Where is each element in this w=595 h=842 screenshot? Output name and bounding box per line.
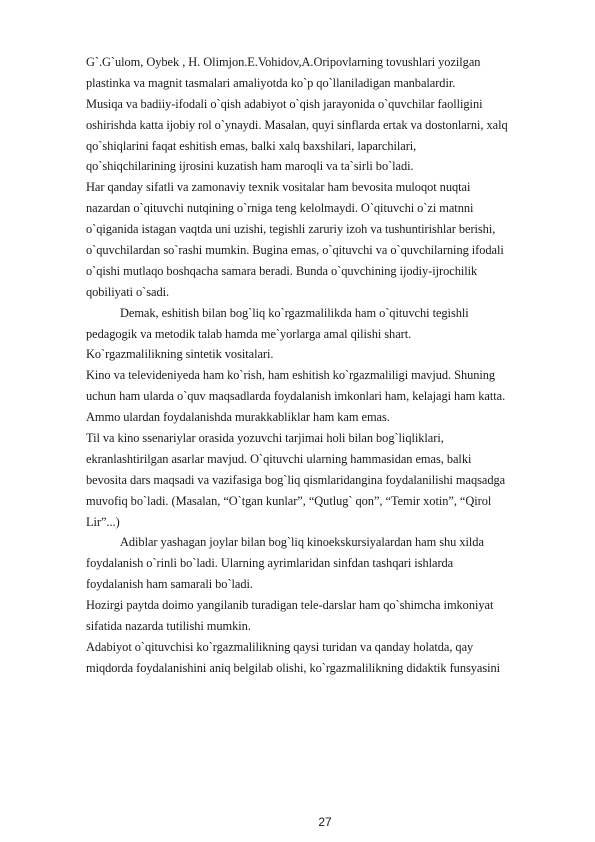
text-line: Kino va televideniyeda ham ko`rish, ham eshitish ko`rgazmaliligi mavjud. Shuning	[86, 368, 496, 383]
text-line: Musiqa va badiiy-ifodali o`qish adabiyot o`qish jarayonida o`quvchilar faolligini	[86, 96, 483, 111]
text-line-indented: Demak, eshitish bilan bog`liq ko`rgazmalilikda ham o`qituvchi tegishli	[120, 305, 469, 320]
text-line: miqdorda foydalanishini aniq belgilab olishi, ko`rgazmalilikning didaktik funsyasini	[86, 660, 501, 675]
text-line: uchun ham ularda o`quv maqsadlarda foydalanish imkonlari ham, kelajagi ham katta.	[86, 389, 506, 404]
text-line: Hozirgi paytda doimo yangilanib turadigan tele-darslar ham qo`shimcha imkoniyat	[86, 598, 494, 613]
text-line: ekranlashtirilgan asarlar mavjud. O`qituvchi ularning hammasidan emas, balki	[86, 451, 472, 466]
text-line: Adabiyot o`qituvchisi ko`rgazmalilikning qaysi turidan va qanday holatda, qay	[86, 639, 474, 654]
text-line: o`qishi mutlaqo boshqacha samara beradi. Bunda o`quvchining ijodiy-ijrochilik	[86, 263, 478, 278]
text-line-indented: Adiblar yashagan joylar bilan bog`liq kinoekskursiyalardan ham shu xilda	[120, 535, 484, 550]
text-line: qo`shiqchilarining ijrosini kuzatish ham maroqli va ta`sirli bo`ladi.	[86, 159, 414, 174]
text-line: pedagogik va metodik talab hamda me`yorlarga amal qilishi shart.	[86, 326, 412, 341]
section-heading: Ko`rgazmalilikning sintetik vositalari.	[86, 347, 274, 362]
text-line: qobiliyati o`sadi.	[86, 284, 170, 299]
text-line: nazardan o`qituvchi nutqining o`rniga teng kelolmaydi. O`qituvchi o`zi matnni	[86, 201, 474, 216]
text-line: G`.G`ulom, Oybek , H. Olimjon.E.Vohidov,A.Oripovlarning tovushlari yozilgan	[86, 55, 481, 69]
text-line: bevosita dars maqsadi va vazifasiga bog`liq qismlaridangina foydalanilishi maqsadga	[86, 472, 506, 487]
text-line: plastinka va magnit tasmalari amaliyotda ko`p qo`llaniladigan manbalardir.	[86, 75, 456, 90]
text-line: Lir”...)	[86, 514, 120, 529]
text-line: o`quvchilardan so`rashi mumkin. Bugina emas, o`qituvchi va o`quvchilarning ifodali	[86, 243, 504, 258]
text-line: Har qanday sifatli va zamonaviy texnik vositalar ham bevosita muloqot nuqtai	[86, 180, 471, 195]
text-line: qo`shiqlarini faqat eshitish emas, balki xalq baxshilari, laparchilari,	[86, 138, 417, 153]
text-line: sifatida nazarda tutilishi mumkin.	[86, 619, 251, 634]
page-number: 27	[318, 815, 332, 829]
body-text	[86, 52, 576, 679]
text-line: foydalanish ham samarali bo`ladi.	[86, 577, 253, 592]
text-line: o`qiganida istagan vaqtda uni uzishi, tegishli zaruriy izoh va tushuntirishlar berishi,	[86, 222, 496, 237]
text-line: Til va kino ssenariylar orasida yozuvchi tarjimai holi bilan bog`liqliklari,	[86, 431, 444, 446]
text-line: oshirishda katta ijobiy rol o`ynaydi. Masalan, quyi sinflarda ertak va dostonlarni, xalq	[86, 117, 508, 132]
text-line: muvofiq bo`ladi. (Masalan, “O`tgan kunlar”, “Qutlug` qon”, “Temir xotin”, “Qirol	[86, 493, 492, 508]
text-line: foydalanish o`rinli bo`ladi. Ularning ayrimlaridan sinfdan tashqari ishlarda	[86, 556, 454, 571]
text-line: Ammo ulardan foydalanishda murakkabliklar ham kam emas.	[86, 410, 390, 425]
